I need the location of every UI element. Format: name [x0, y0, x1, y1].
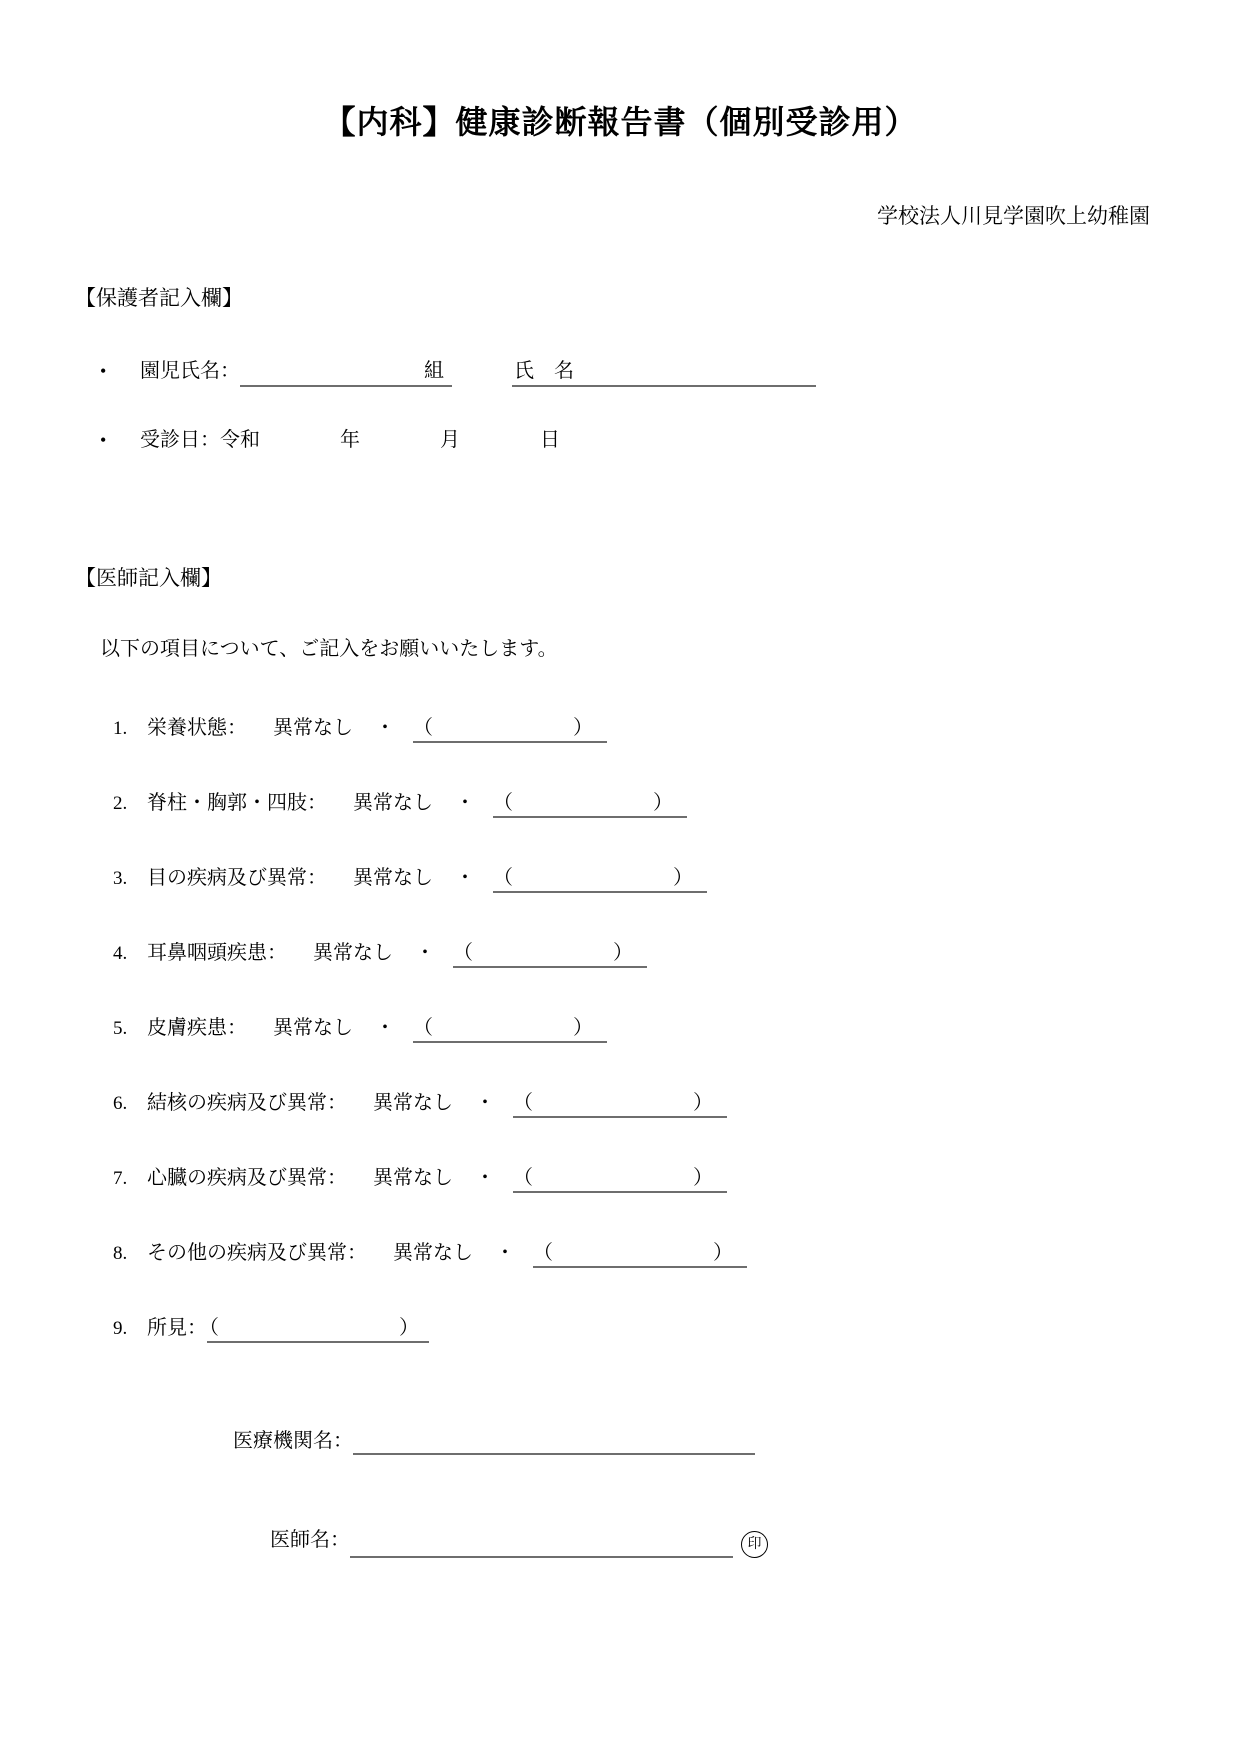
- school-name: 学校法人川見学園吹上幼稚園: [877, 204, 1150, 228]
- findings-blank-field[interactable]: （ ）: [207, 1317, 429, 1343]
- doctor-name-field[interactable]: [350, 1531, 733, 1558]
- exam-item-eyes: [113, 865, 1166, 892]
- item-label: 耳鼻咽頭疾患：: [147, 942, 287, 964]
- exam-item-list: [113, 715, 1166, 1342]
- exam-date-row: [100, 427, 1166, 454]
- class-blank-field[interactable]: 組: [240, 358, 452, 387]
- exam-item-nutrition: [113, 715, 1166, 742]
- item-label: 結核の疾病及び異常：: [147, 1092, 347, 1114]
- item-blank-field[interactable]: （ ）: [513, 1167, 727, 1193]
- item-option-normal: 異常なし: [373, 1092, 453, 1114]
- item-option-separator: ・: [375, 1017, 395, 1039]
- item-option-normal: 異常なし: [373, 1167, 453, 1189]
- item-option-separator: ・: [375, 717, 395, 739]
- exam-item-skin: [113, 1015, 1166, 1042]
- item-blank-field[interactable]: （ ）: [513, 1092, 727, 1118]
- page-title: 【内科】健康診断報告書（個別受診用）: [323, 104, 918, 140]
- item-option-normal: 異常なし: [313, 942, 393, 964]
- item-label: 所見：: [147, 1317, 207, 1339]
- bullet-icon: •: [100, 430, 107, 450]
- item-number: 7.: [113, 1168, 128, 1189]
- item-number: 4.: [113, 943, 128, 964]
- child-name-row: [100, 358, 1166, 387]
- item-blank-field[interactable]: （ ）: [493, 792, 687, 818]
- item-blank-field[interactable]: （ ）: [453, 942, 647, 968]
- item-option-separator: ・: [455, 867, 475, 889]
- doctor-name-label: 医師名：: [270, 1529, 350, 1551]
- item-blank-field[interactable]: （ ）: [413, 717, 607, 743]
- item-label: 心臓の疾病及び異常：: [147, 1167, 347, 1189]
- clinic-name-label: 医療機関名：: [233, 1430, 353, 1452]
- clinic-name-field[interactable]: [353, 1428, 755, 1455]
- doctor-name-row: [270, 1527, 1166, 1558]
- item-label: 目の疾病及び異常：: [147, 867, 327, 889]
- exam-item-spine-chest-limbs: [113, 790, 1166, 817]
- item-blank-field[interactable]: （ ）: [493, 867, 707, 893]
- item-number: 9.: [113, 1318, 128, 1339]
- item-blank-field[interactable]: （ ）: [413, 1017, 607, 1043]
- clinic-name-row: [233, 1428, 1166, 1455]
- item-option-separator: ・: [495, 1242, 515, 1264]
- exam-item-findings: [113, 1315, 1166, 1342]
- name-blank-field[interactable]: 氏 名: [512, 358, 816, 387]
- item-option-separator: ・: [415, 942, 435, 964]
- item-label: 皮膚疾患：: [147, 1017, 247, 1039]
- doctor-section-heading: 【医師記入欄】: [75, 566, 222, 590]
- doctor-instruction: 以下の項目について、ご記入をお願いいたします。: [100, 638, 558, 660]
- item-number: 8.: [113, 1243, 128, 1264]
- guardian-section-heading: 【保護者記入欄】: [75, 286, 243, 310]
- item-option-normal: 異常なし: [353, 867, 433, 889]
- exam-item-tuberculosis: [113, 1090, 1166, 1117]
- item-number: 2.: [113, 793, 128, 814]
- child-name-label: 園児氏名：: [140, 360, 240, 382]
- exam-item-other: [113, 1240, 1166, 1267]
- item-blank-field[interactable]: （ ）: [533, 1242, 747, 1268]
- seal-stamp-icon: 印: [741, 1531, 768, 1558]
- item-label: その他の疾病及び異常：: [147, 1242, 367, 1264]
- item-option-normal: 異常なし: [353, 792, 433, 814]
- item-option-normal: 異常なし: [273, 717, 353, 739]
- item-option-normal: 異常なし: [273, 1017, 353, 1039]
- item-label: 栄養状態：: [147, 717, 247, 739]
- exam-date-label: 受診日：令和 年 月 日: [140, 429, 560, 451]
- item-option-normal: 異常なし: [393, 1242, 473, 1264]
- item-number: 6.: [113, 1093, 128, 1114]
- exam-item-heart: [113, 1165, 1166, 1192]
- item-number: 1.: [113, 718, 128, 739]
- exam-item-ent: [113, 940, 1166, 967]
- item-option-separator: ・: [475, 1092, 495, 1114]
- item-option-separator: ・: [475, 1167, 495, 1189]
- bullet-icon: •: [100, 361, 107, 381]
- item-number: 5.: [113, 1018, 128, 1039]
- item-label: 脊柱・胸郭・四肢：: [147, 792, 327, 814]
- item-number: 3.: [113, 868, 128, 889]
- item-option-separator: ・: [455, 792, 475, 814]
